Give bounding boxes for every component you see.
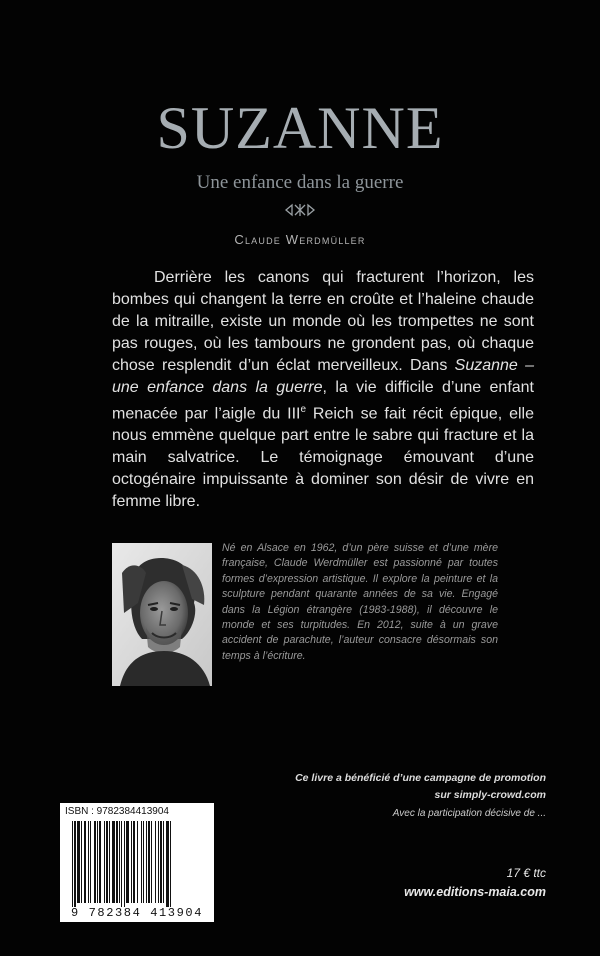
barcode-bar xyxy=(94,821,96,903)
barcode-bar xyxy=(124,821,125,907)
barcode-bar xyxy=(148,821,150,903)
barcode-bar xyxy=(109,821,110,903)
barcode-bar xyxy=(170,821,171,907)
barcode-bar xyxy=(155,821,156,903)
blurb-text-1: Derrière les canons qui fracturent l’horizon, les bombes qui changent la terre en croûte et l’haleine chaude de la mitraille, existe un monde où les trompettes ne sont pas rouges, où les tambours ne grondent pas, où chaque chose resplendit d’un éclat merveilleux. Dans xyxy=(112,269,534,374)
barcode-bar xyxy=(166,821,169,907)
barcode-bar xyxy=(137,821,138,903)
author-photo xyxy=(112,543,212,686)
promo-text xyxy=(246,770,546,804)
author-bio: Né en Alsace en 1962, d’un père suisse et d’une mère française, Claude Werdmüller est passionné par toutes formes d’expression artistique. Il explore la peinture et la sculpture pendant quarante années de sa vie. Engagé dans la Légion étrangère (1983-1988), il découvre le monde et ses turpitudes. En 2012, suite à un grave accident de parachute, l’auteur consacre désormais son temps à l’écriture. xyxy=(222,542,498,662)
barcode-bar xyxy=(126,821,129,903)
barcode-bar xyxy=(74,821,76,907)
barcode-bar xyxy=(84,821,86,903)
barcode-bar xyxy=(88,821,89,903)
barcode-bar xyxy=(77,821,80,903)
barcode-bar xyxy=(151,821,152,903)
isbn-label: ISBN : 9782384413904 xyxy=(65,806,169,817)
barcode-bar xyxy=(97,821,98,903)
promo-line-2: sur simply-crowd.com xyxy=(434,789,546,801)
barcode-bar xyxy=(163,821,164,903)
publisher-website: www.editions-maia.com xyxy=(404,885,546,899)
participation-text: Avec la participation décisive de ... xyxy=(392,808,546,819)
promo-line-1: Ce livre a bénéficié d’une campagne de promotion xyxy=(295,772,546,784)
book-subtitle: Une enfance dans la guerre xyxy=(196,172,404,193)
barcode-bar xyxy=(90,821,91,903)
barcode-bar xyxy=(143,821,144,903)
ornament-icon xyxy=(284,203,316,217)
barcode-bar xyxy=(121,821,122,907)
blurb-italic-title: Suzanne – une enfance dans la guerre xyxy=(112,357,535,396)
barcode-bar xyxy=(81,821,82,903)
back-cover-blurb xyxy=(112,267,534,513)
blurb-text-3: Reich se fait récit épique, elle nous emmène quelque part entre le sabre qui fracture et la main salvatrice. Le témoignage émouvant d’une octogénaire impuissante à dominer son désir de vivre en femme libre. xyxy=(112,405,534,511)
barcode-bar xyxy=(146,821,147,903)
barcode-bars xyxy=(60,803,214,922)
blurb-text-2: , la vie difficile d’une enfant menacée par l’aigle du III xyxy=(112,379,535,423)
blurb-superscript: e xyxy=(300,404,307,415)
barcode-bar xyxy=(106,821,108,903)
barcode-bar xyxy=(104,821,105,903)
barcode-bar xyxy=(160,821,162,903)
book-title: SUZANNE xyxy=(156,95,444,161)
barcode-bar xyxy=(99,821,101,903)
price: 17 € ttc xyxy=(506,866,546,880)
barcode-bar xyxy=(112,821,115,903)
barcode-bar xyxy=(131,821,132,903)
barcode-bar xyxy=(116,821,118,903)
barcode xyxy=(60,803,214,922)
barcode-bar xyxy=(119,821,120,903)
book-author: Claude Werdmüller xyxy=(234,232,366,247)
barcode-bar xyxy=(133,821,135,903)
barcode-bar xyxy=(141,821,142,903)
barcode-bar xyxy=(158,821,159,903)
barcode-digits: 9 782384 413904 xyxy=(70,906,204,920)
barcode-bar xyxy=(72,821,73,907)
